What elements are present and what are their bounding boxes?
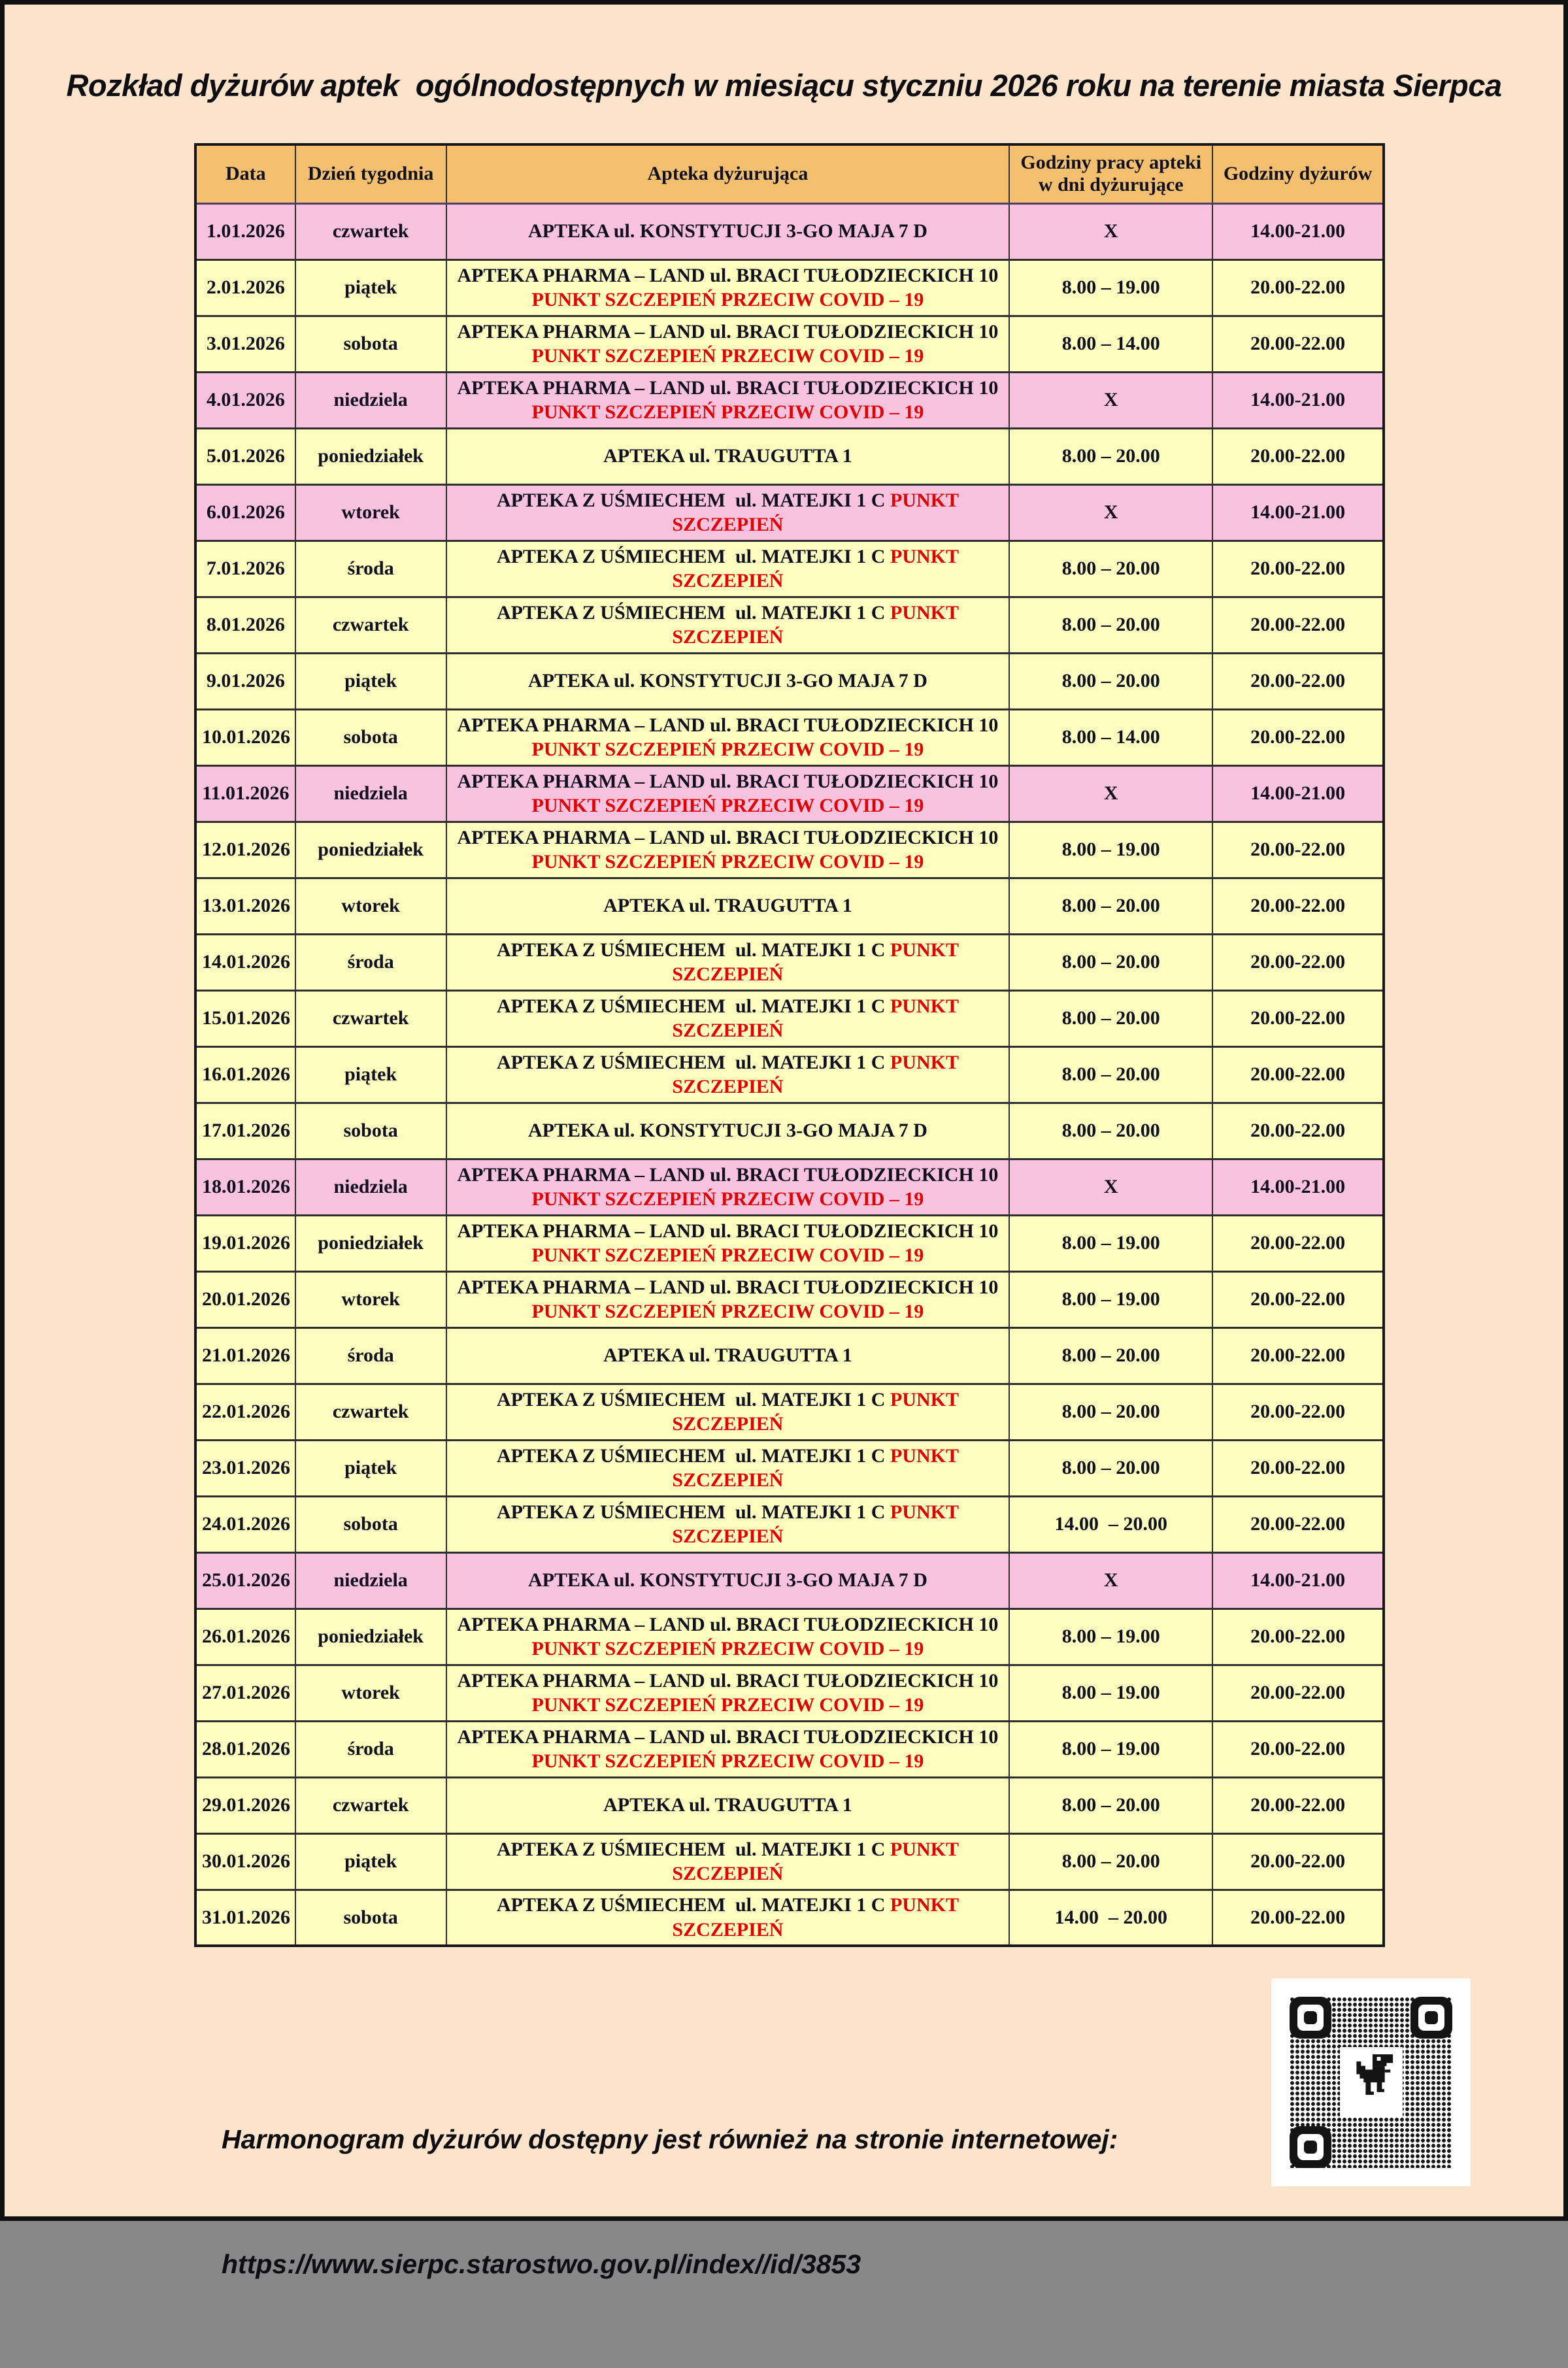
table-row <box>195 1046 1384 1103</box>
weekday-cell: sobota <box>295 1890 446 1946</box>
weekday-cell: wtorek <box>295 1271 446 1327</box>
weekday-cell: czwartek <box>295 990 446 1046</box>
table-row <box>195 484 1384 541</box>
pharmacy-cell <box>446 1215 1010 1271</box>
pharmacy-name: APTEKA Z UŚMIECHEM ul. MATEJKI 1 C <box>496 545 890 567</box>
working-hours-cell: 8.00 – 20.00 <box>1009 1103 1212 1159</box>
weekday-cell: sobota <box>295 316 446 372</box>
date-cell: 17.01.2026 <box>195 1103 295 1159</box>
date-cell: 15.01.2026 <box>195 990 295 1046</box>
qr-finder-top-left <box>1290 1997 1331 2039</box>
pharmacy-name: APTEKA PHARMA – LAND ul. BRACI TUŁODZIECKICH 10 <box>457 1163 1003 1186</box>
weekday-cell: środa <box>295 934 446 990</box>
pharmacy-name: APTEKA Z UŚMIECHEM ul. MATEJKI 1 C <box>496 1388 890 1410</box>
table-row <box>195 1103 1384 1159</box>
table-row <box>195 1890 1384 1946</box>
pharmacy-name: APTEKA PHARMA – LAND ul. BRACI TUŁODZIECKICH 10 <box>457 770 1003 792</box>
duty-hours-cell: 20.00-22.00 <box>1212 597 1384 653</box>
pharmacy-name: APTEKA PHARMA – LAND ul. BRACI TUŁODZIECKICH 10 <box>457 1220 1003 1242</box>
working-hours-cell: 8.00 – 19.00 <box>1009 1609 1212 1665</box>
duty-hours-cell: 20.00-22.00 <box>1212 1721 1384 1777</box>
table-row <box>195 1159 1384 1215</box>
weekday-cell: wtorek <box>295 1665 446 1721</box>
duty-hours-cell: 20.00-22.00 <box>1212 1271 1384 1327</box>
vaccination-point-label: PUNKT SZCZEPIEŃ <box>672 1501 964 1547</box>
weekday-cell: niedziela <box>295 765 446 822</box>
table-row <box>195 259 1384 316</box>
vaccination-point-label: PUNKT SZCZEPIEŃ <box>672 489 964 535</box>
pharmacy-cell <box>446 709 1010 765</box>
weekday-cell: poniedziałek <box>295 428 446 484</box>
working-hours-cell: 8.00 – 20.00 <box>1009 878 1212 934</box>
weekday-cell: czwartek <box>295 203 446 259</box>
pharmacy-name: APTEKA ul. KONSTYTUCJI 3-GO MAJA 7 D <box>527 1120 927 1142</box>
weekday-cell: niedziela <box>295 1552 446 1609</box>
pharmacy-cell <box>446 259 1010 316</box>
weekday-cell: środa <box>295 541 446 597</box>
pharmacy-name: APTEKA Z UŚMIECHEM ul. MATEJKI 1 C <box>496 1444 890 1467</box>
weekday-cell: wtorek <box>295 878 446 934</box>
vaccination-point-label: PUNKT SZCZEPIEŃ PRZECIW COVID – 19 <box>531 401 924 423</box>
pharmacy-cell <box>446 1552 1010 1609</box>
vaccination-point-label: PUNKT SZCZEPIEŃ <box>672 1051 964 1097</box>
pharmacy-cell <box>446 428 1010 484</box>
date-cell: 27.01.2026 <box>195 1665 295 1721</box>
pharmacy-name: APTEKA PHARMA – LAND ul. BRACI TUŁODZIECKICH 10 <box>457 264 1003 286</box>
date-cell: 23.01.2026 <box>195 1440 295 1496</box>
qr-finder-bottom-left <box>1290 2126 1331 2168</box>
working-hours-cell: 8.00 – 20.00 <box>1009 1833 1212 1890</box>
vaccination-point-label: PUNKT SZCZEPIEŃ PRZECIW COVID – 19 <box>531 1694 924 1716</box>
pharmacy-cell <box>446 372 1010 428</box>
pharmacy-name: APTEKA Z UŚMIECHEM ul. MATEJKI 1 C <box>496 995 890 1017</box>
pharmacy-cell <box>446 1271 1010 1327</box>
pharmacy-cell <box>446 934 1010 990</box>
table-row <box>195 1721 1384 1777</box>
pharmacy-cell <box>446 484 1010 541</box>
duty-hours-cell: 20.00-22.00 <box>1212 1496 1384 1552</box>
duty-hours-cell: 14.00-21.00 <box>1212 765 1384 822</box>
pharmacy-name: APTEKA ul. TRAUGUTTA 1 <box>603 1344 852 1367</box>
duty-hours-cell: 20.00-22.00 <box>1212 709 1384 765</box>
schedule-body <box>195 203 1384 1946</box>
weekday-cell: sobota <box>295 1103 446 1159</box>
working-hours-cell: 8.00 – 19.00 <box>1009 259 1212 316</box>
date-cell: 31.01.2026 <box>195 1890 295 1946</box>
duty-hours-cell: 20.00-22.00 <box>1212 1327 1384 1384</box>
date-cell: 11.01.2026 <box>195 765 295 822</box>
duty-hours-cell: 14.00-21.00 <box>1212 203 1384 259</box>
weekday-cell: piątek <box>295 1046 446 1103</box>
working-hours-cell: X <box>1009 372 1212 428</box>
working-hours-cell: X <box>1009 1552 1212 1609</box>
pharmacy-name: APTEKA Z UŚMIECHEM ul. MATEJKI 1 C <box>496 1894 890 1916</box>
duty-hours-cell: 20.00-22.00 <box>1212 1384 1384 1440</box>
table-row <box>195 934 1384 990</box>
table-row <box>195 1552 1384 1609</box>
vaccination-point-label: PUNKT SZCZEPIEŃ PRZECIW COVID – 19 <box>531 1301 924 1322</box>
weekday-cell: środa <box>295 1327 446 1384</box>
working-hours-cell: 8.00 – 19.00 <box>1009 1215 1212 1271</box>
vaccination-point-label: PUNKT SZCZEPIEŃ PRZECIW COVID – 19 <box>531 795 924 816</box>
vaccination-point-label: PUNKT SZCZEPIEŃ PRZECIW COVID – 19 <box>531 1638 924 1659</box>
table-row <box>195 990 1384 1046</box>
duty-hours-cell: 20.00-22.00 <box>1212 1215 1384 1271</box>
date-cell: 4.01.2026 <box>195 372 295 428</box>
pharmacy-cell <box>446 1103 1010 1159</box>
working-hours-cell: 8.00 – 19.00 <box>1009 822 1212 878</box>
duty-hours-cell: 20.00-22.00 <box>1212 1777 1384 1833</box>
pharmacy-name: APTEKA Z UŚMIECHEM ul. MATEJKI 1 C <box>496 489 890 511</box>
duty-hours-cell: 14.00-21.00 <box>1212 372 1384 428</box>
vaccination-point-label: PUNKT SZCZEPIEŃ <box>672 1444 964 1491</box>
pharmacy-cell <box>446 1440 1010 1496</box>
pharmacy-name: APTEKA PHARMA – LAND ul. BRACI TUŁODZIECKICH 10 <box>457 826 1003 848</box>
vaccination-point-label: PUNKT SZCZEPIEŃ <box>672 545 964 592</box>
duty-hours-cell: 14.00-21.00 <box>1212 1159 1384 1215</box>
duty-hours-cell: 20.00-22.00 <box>1212 990 1384 1046</box>
duty-hours-cell: 20.00-22.00 <box>1212 1665 1384 1721</box>
date-cell: 29.01.2026 <box>195 1777 295 1833</box>
date-cell: 5.01.2026 <box>195 428 295 484</box>
duty-hours-cell: 20.00-22.00 <box>1212 934 1384 990</box>
pharmacy-name: APTEKA Z UŚMIECHEM ul. MATEJKI 1 C <box>496 939 890 961</box>
date-cell: 21.01.2026 <box>195 1327 295 1384</box>
pharmacy-name: APTEKA Z UŚMIECHEM ul. MATEJKI 1 C <box>496 1838 890 1860</box>
pharmacy-cell <box>446 765 1010 822</box>
weekday-cell: sobota <box>295 709 446 765</box>
date-cell: 6.01.2026 <box>195 484 295 541</box>
weekday-cell: czwartek <box>295 597 446 653</box>
pharmacy-cell <box>446 1159 1010 1215</box>
vaccination-point-label: PUNKT SZCZEPIEŃ PRZECIW COVID – 19 <box>531 739 924 760</box>
pharmacy-name: APTEKA Z UŚMIECHEM ul. MATEJKI 1 C <box>496 601 890 624</box>
pharmacy-cell <box>446 1046 1010 1103</box>
weekday-cell: niedziela <box>295 372 446 428</box>
duty-hours-cell: 20.00-22.00 <box>1212 1890 1384 1946</box>
table-row <box>195 541 1384 597</box>
table-row <box>195 1215 1384 1271</box>
vaccination-point-label: PUNKT SZCZEPIEŃ PRZECIW COVID – 19 <box>531 289 924 310</box>
working-hours-cell: 8.00 – 20.00 <box>1009 1384 1212 1440</box>
date-cell: 13.01.2026 <box>195 878 295 934</box>
table-row <box>195 653 1384 709</box>
table-row <box>195 822 1384 878</box>
vaccination-point-label: PUNKT SZCZEPIEŃ <box>672 1894 964 1941</box>
vaccination-point-label: PUNKT SZCZEPIEŃ <box>672 1838 964 1884</box>
weekday-cell: niedziela <box>295 1159 446 1215</box>
date-cell: 10.01.2026 <box>195 709 295 765</box>
pharmacy-name: APTEKA PHARMA – LAND ul. BRACI TUŁODZIECKICH 10 <box>457 1669 1003 1692</box>
duty-hours-cell: 20.00-22.00 <box>1212 878 1384 934</box>
date-cell: 12.01.2026 <box>195 822 295 878</box>
weekday-cell: poniedziałek <box>295 1215 446 1271</box>
table-row <box>195 372 1384 428</box>
working-hours-cell: 8.00 – 20.00 <box>1009 990 1212 1046</box>
working-hours-cell: 8.00 – 20.00 <box>1009 934 1212 990</box>
weekday-cell: piątek <box>295 653 446 709</box>
pharmacy-name: APTEKA PHARMA – LAND ul. BRACI TUŁODZIECKICH 10 <box>457 1276 1003 1298</box>
pharmacy-cell <box>446 1665 1010 1721</box>
weekday-cell: poniedziałek <box>295 822 446 878</box>
pharmacy-name: APTEKA ul. KONSTYTUCJI 3-GO MAJA 7 D <box>527 220 927 242</box>
weekday-cell: środa <box>295 1721 446 1777</box>
pharmacy-cell <box>446 1890 1010 1946</box>
qr-code <box>1271 1978 1471 2186</box>
pharmacy-name: APTEKA PHARMA – LAND ul. BRACI TUŁODZIECKICH 10 <box>457 1613 1003 1635</box>
weekday-cell: sobota <box>295 1496 446 1552</box>
footer-line-1: Harmonogram dyżurów dostępny jest również na stronie internetowej: <box>222 2124 1118 2155</box>
duty-schedule-table <box>194 143 1385 1947</box>
working-hours-cell: 8.00 – 19.00 <box>1009 1665 1212 1721</box>
pharmacy-name: APTEKA Z UŚMIECHEM ul. MATEJKI 1 C <box>496 1051 890 1073</box>
working-hours-cell: 8.00 – 20.00 <box>1009 1046 1212 1103</box>
pharmacy-name: APTEKA ul. TRAUGUTTA 1 <box>603 1794 852 1816</box>
table-row <box>195 1496 1384 1552</box>
date-cell: 18.01.2026 <box>195 1159 295 1215</box>
weekday-cell: czwartek <box>295 1777 446 1833</box>
vaccination-point-label: PUNKT SZCZEPIEŃ <box>672 995 964 1041</box>
qr-finder-top-right <box>1410 1997 1452 2039</box>
pharmacy-cell <box>446 203 1010 259</box>
pharmacy-name: APTEKA ul. TRAUGUTTA 1 <box>603 445 852 467</box>
col-header-duty-hours: Godziny dyżurów <box>1212 144 1384 203</box>
pharmacy-cell <box>446 822 1010 878</box>
col-header-pharmacy: Apteka dyżurująca <box>446 144 1010 203</box>
date-cell: 1.01.2026 <box>195 203 295 259</box>
date-cell: 30.01.2026 <box>195 1833 295 1890</box>
pharmacy-name: APTEKA PHARMA – LAND ul. BRACI TUŁODZIECKICH 10 <box>457 320 1003 342</box>
pharmacy-cell <box>446 541 1010 597</box>
duty-hours-cell: 20.00-22.00 <box>1212 428 1384 484</box>
table-row <box>195 1777 1384 1833</box>
table-row <box>195 203 1384 259</box>
table-row <box>195 765 1384 822</box>
duty-hours-cell: 20.00-22.00 <box>1212 259 1384 316</box>
date-cell: 3.01.2026 <box>195 316 295 372</box>
date-cell: 22.01.2026 <box>195 1384 295 1440</box>
weekday-cell: poniedziałek <box>295 1609 446 1665</box>
date-cell: 7.01.2026 <box>195 541 295 597</box>
table-row <box>195 428 1384 484</box>
pharmacy-name: APTEKA ul. KONSTYTUCJI 3-GO MAJA 7 D <box>527 1569 927 1592</box>
table-row <box>195 1384 1384 1440</box>
working-hours-cell: 14.00 – 20.00 <box>1009 1890 1212 1946</box>
col-header-weekday: Dzień tygodnia <box>295 144 446 203</box>
vaccination-point-label: PUNKT SZCZEPIEŃ PRZECIW COVID – 19 <box>531 851 924 873</box>
vaccination-point-label: PUNKT SZCZEPIEŃ <box>672 1388 964 1435</box>
working-hours-cell: 8.00 – 20.00 <box>1009 653 1212 709</box>
table-row <box>195 1440 1384 1496</box>
pharmacy-cell <box>446 653 1010 709</box>
date-cell: 2.01.2026 <box>195 259 295 316</box>
pharmacy-cell <box>446 316 1010 372</box>
weekday-cell: piątek <box>295 1833 446 1890</box>
duty-hours-cell: 20.00-22.00 <box>1212 1609 1384 1665</box>
working-hours-cell: 8.00 – 20.00 <box>1009 1327 1212 1384</box>
pharmacy-name: APTEKA Z UŚMIECHEM ul. MATEJKI 1 C <box>496 1501 890 1523</box>
weekday-cell: wtorek <box>295 484 446 541</box>
col-header-working-hours: Godziny pracy apteki w dni dyżurujące <box>1009 144 1212 203</box>
table-row <box>195 597 1384 653</box>
date-cell: 26.01.2026 <box>195 1609 295 1665</box>
pharmacy-cell <box>446 1327 1010 1384</box>
table-row <box>195 1665 1384 1721</box>
date-cell: 19.01.2026 <box>195 1215 295 1271</box>
duty-hours-cell: 20.00-22.00 <box>1212 822 1384 878</box>
pharmacy-cell <box>446 1721 1010 1777</box>
pharmacy-cell <box>446 1777 1010 1833</box>
pharmacy-cell <box>446 1384 1010 1440</box>
date-cell: 8.01.2026 <box>195 597 295 653</box>
pharmacy-cell <box>446 1833 1010 1890</box>
col-header-date: Data <box>195 144 295 203</box>
table-row <box>195 709 1384 765</box>
working-hours-cell: X <box>1009 203 1212 259</box>
weekday-cell: piątek <box>295 259 446 316</box>
table-row <box>195 1833 1384 1890</box>
vaccination-point-label: PUNKT SZCZEPIEŃ <box>672 601 964 648</box>
working-hours-cell: 8.00 – 20.00 <box>1009 428 1212 484</box>
pharmacy-cell <box>446 1609 1010 1665</box>
pharmacy-name: APTEKA ul. KONSTYTUCJI 3-GO MAJA 7 D <box>527 670 927 692</box>
working-hours-cell: 8.00 – 20.00 <box>1009 1777 1212 1833</box>
chrome-dino-icon <box>1346 2054 1397 2111</box>
working-hours-cell: X <box>1009 484 1212 541</box>
duty-hours-cell: 14.00-21.00 <box>1212 1552 1384 1609</box>
working-hours-cell: 8.00 – 14.00 <box>1009 316 1212 372</box>
date-cell: 28.01.2026 <box>195 1721 295 1777</box>
working-hours-cell: X <box>1009 765 1212 822</box>
vaccination-point-label: PUNKT SZCZEPIEŃ PRZECIW COVID – 19 <box>531 1188 924 1210</box>
duty-hours-cell: 20.00-22.00 <box>1212 541 1384 597</box>
table-row <box>195 316 1384 372</box>
table-row <box>195 1609 1384 1665</box>
pharmacy-name: APTEKA ul. TRAUGUTTA 1 <box>603 895 852 917</box>
date-cell: 24.01.2026 <box>195 1496 295 1552</box>
working-hours-cell: 8.00 – 20.00 <box>1009 597 1212 653</box>
working-hours-cell: 8.00 – 19.00 <box>1009 1721 1212 1777</box>
duty-hours-cell: 14.00-21.00 <box>1212 484 1384 541</box>
date-cell: 14.01.2026 <box>195 934 295 990</box>
pharmacy-name: APTEKA PHARMA – LAND ul. BRACI TUŁODZIECKICH 10 <box>457 714 1003 736</box>
footer-note <box>222 2036 1202 2368</box>
date-cell: 9.01.2026 <box>195 653 295 709</box>
table-row <box>195 1271 1384 1327</box>
working-hours-cell: 8.00 – 19.00 <box>1009 1271 1212 1327</box>
vaccination-point-label: PUNKT SZCZEPIEŃ PRZECIW COVID – 19 <box>531 345 924 367</box>
table-row <box>195 878 1384 934</box>
footer-url: https://www.sierpc.starostwo.gov.pl/index//id/3853 <box>222 2248 861 2279</box>
working-hours-cell: X <box>1009 1159 1212 1215</box>
pharmacy-cell <box>446 990 1010 1046</box>
working-hours-cell: 8.00 – 20.00 <box>1009 541 1212 597</box>
vaccination-point-label: PUNKT SZCZEPIEŃ <box>672 939 964 985</box>
vaccination-point-label: PUNKT SZCZEPIEŃ PRZECIW COVID – 19 <box>531 1750 924 1772</box>
duty-hours-cell: 20.00-22.00 <box>1212 653 1384 709</box>
duty-hours-cell: 20.00-22.00 <box>1212 1833 1384 1890</box>
table-row <box>195 1327 1384 1384</box>
pharmacy-name: APTEKA PHARMA – LAND ul. BRACI TUŁODZIECKICH 10 <box>457 1726 1003 1748</box>
pharmacy-cell <box>446 597 1010 653</box>
duty-hours-cell: 20.00-22.00 <box>1212 1103 1384 1159</box>
date-cell: 16.01.2026 <box>195 1046 295 1103</box>
date-cell: 25.01.2026 <box>195 1552 295 1609</box>
header-row <box>195 144 1384 203</box>
pharmacy-cell <box>446 1496 1010 1552</box>
date-cell: 20.01.2026 <box>195 1271 295 1327</box>
working-hours-cell: 8.00 – 20.00 <box>1009 1440 1212 1496</box>
duty-hours-cell: 20.00-22.00 <box>1212 316 1384 372</box>
duty-hours-cell: 20.00-22.00 <box>1212 1046 1384 1103</box>
pharmacy-name: APTEKA PHARMA – LAND ul. BRACI TUŁODZIECKICH 10 <box>457 376 1003 399</box>
weekday-cell: piątek <box>295 1440 446 1496</box>
weekday-cell: czwartek <box>295 1384 446 1440</box>
duty-hours-cell: 20.00-22.00 <box>1212 1440 1384 1496</box>
working-hours-cell: 14.00 – 20.00 <box>1009 1496 1212 1552</box>
page-title: Rozkład dyżurów aptek ogólnodostępnych w miesiącu styczniu 2026 roku na terenie miasta Sierpca <box>66 68 1502 103</box>
vaccination-point-label: PUNKT SZCZEPIEŃ PRZECIW COVID – 19 <box>531 1244 924 1266</box>
working-hours-cell: 8.00 – 14.00 <box>1009 709 1212 765</box>
pharmacy-cell <box>446 878 1010 934</box>
